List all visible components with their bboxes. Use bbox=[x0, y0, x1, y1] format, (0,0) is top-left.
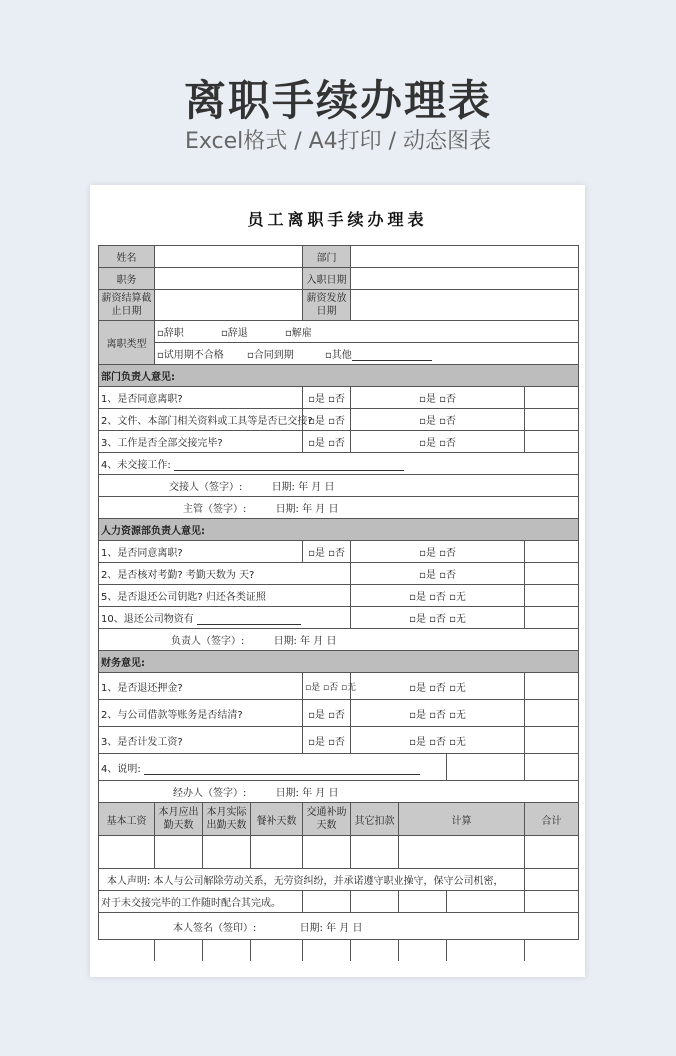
declaration-extra-1 bbox=[525, 869, 579, 891]
row-salary-dates bbox=[99, 290, 579, 321]
field-salary-pay-date[interactable] bbox=[351, 290, 579, 321]
row-hr-header bbox=[99, 519, 579, 541]
fin-q1: 1、是否退还押金? bbox=[99, 673, 303, 700]
row-fin-header bbox=[99, 651, 579, 673]
row-trailing-empty bbox=[99, 940, 579, 962]
salary-header-meal-days: 餐补天数 bbox=[251, 803, 303, 836]
dept-section-header: 部门负责人意见: bbox=[99, 365, 579, 387]
hr-sign-date: 日期: 年 月 日 bbox=[273, 636, 337, 647]
dept-q2: 2、文件、本部门相关资料或工具等是否已交接? bbox=[99, 409, 303, 431]
declaration-line2: 对于未交接完毕的工作随时配合其完成。 bbox=[99, 891, 303, 913]
dept-q1-extra bbox=[525, 387, 579, 409]
hr-q1-extra bbox=[525, 541, 579, 563]
fin-q4-extra-a bbox=[447, 754, 525, 781]
fin-q3-opts-b[interactable]: ▫是 ▫否 ▫无 bbox=[351, 727, 525, 754]
salary-cell-meal-days[interactable] bbox=[251, 836, 303, 869]
hr-section-header: 人力资源部负责人意见: bbox=[99, 519, 579, 541]
dept-q1: 1、是否同意离职? bbox=[99, 387, 303, 409]
dept-sign1-label: 交接人（签字）: bbox=[169, 482, 243, 493]
salary-header-total: 合计 bbox=[525, 803, 579, 836]
hr-q10-label: 10、退还公司物资有 bbox=[101, 614, 194, 625]
dept-sign1-date: 日期: 年 月 日 bbox=[271, 482, 335, 493]
row-position bbox=[99, 268, 579, 290]
hr-q1-opts-a[interactable]: ▫是 ▫否 bbox=[303, 541, 351, 563]
field-dept[interactable] bbox=[351, 246, 579, 268]
fin-q3-opts-a[interactable]: ▫是 ▫否 bbox=[303, 727, 351, 754]
row-fin-q4 bbox=[99, 754, 579, 781]
hr-q5: 5、是否退还公司钥匙? 归还各类证照 bbox=[99, 585, 351, 607]
salary-header-transport-days: 交通补助天数 bbox=[303, 803, 351, 836]
row-hr-q5 bbox=[99, 585, 579, 607]
dept-q2-opts-a[interactable]: ▫是 ▫否 bbox=[303, 409, 351, 431]
dept-q4-label: 4、未交接工作: bbox=[101, 460, 171, 471]
row-dept-sign1 bbox=[99, 475, 579, 497]
hr-q2-extra bbox=[525, 563, 579, 585]
label-entry-date: 入职日期 bbox=[303, 268, 351, 290]
salary-cell-deductions[interactable] bbox=[351, 836, 399, 869]
hr-q5-extra bbox=[525, 585, 579, 607]
label-position: 职务 bbox=[99, 268, 155, 290]
declaration-cell-c bbox=[399, 891, 447, 913]
fin-q1-opts-b[interactable]: ▫是 ▫否 ▫无 bbox=[351, 673, 525, 700]
label-salary-cutoff: 薪资结算截止日期 bbox=[99, 290, 155, 321]
salary-cell-transport-days[interactable] bbox=[303, 836, 351, 869]
dept-q2-opts-b[interactable]: ▫是 ▫否 bbox=[351, 409, 525, 431]
dept-sign1 bbox=[99, 475, 579, 497]
row-declaration-2 bbox=[99, 891, 579, 913]
dept-sign2 bbox=[99, 497, 579, 519]
declaration-line1: 本人声明: 本人与公司解除劳动关系，无劳资纠纷，并承诺遵守职业操守，保守公司机密， bbox=[99, 869, 525, 891]
declaration-sign-label: 本人签名（签印）: bbox=[173, 922, 257, 934]
dept-q4-line[interactable] bbox=[174, 460, 404, 471]
row-hr-q1 bbox=[99, 541, 579, 563]
option-dismiss[interactable]: ▫辞退 bbox=[220, 328, 248, 339]
fin-q4-label: 4、说明: bbox=[101, 763, 141, 775]
dept-q3-extra bbox=[525, 431, 579, 453]
salary-header-actual-days: 本月实际出勤天数 bbox=[203, 803, 251, 836]
hr-q2-opts[interactable]: ▫是 ▫否 bbox=[351, 563, 525, 585]
declaration-cell-e bbox=[525, 891, 579, 913]
fin-q4 bbox=[99, 754, 447, 781]
form-title: 员工离职手续办理表 bbox=[247, 210, 428, 229]
salary-header-due-days: 本月应出勤天数 bbox=[155, 803, 203, 836]
dept-q4 bbox=[99, 453, 579, 475]
fin-q2-extra bbox=[525, 700, 579, 727]
row-dept-header bbox=[99, 365, 579, 387]
dept-q2-extra bbox=[525, 409, 579, 431]
declaration-cell-d bbox=[447, 891, 525, 913]
resignation-form-table bbox=[98, 245, 579, 961]
salary-cell-actual-days[interactable] bbox=[203, 836, 251, 869]
declaration-sign bbox=[99, 913, 579, 940]
label-leave-type: 离职类型 bbox=[99, 321, 155, 365]
fin-q3: 3、是否计发工资? bbox=[99, 727, 303, 754]
fin-q2: 2、与公司借款等账务是否结清? bbox=[99, 700, 303, 727]
declaration-cell-a bbox=[303, 891, 351, 913]
option-resign[interactable]: ▫辞职 bbox=[157, 328, 184, 339]
row-dept-q2 bbox=[99, 409, 579, 431]
row-fin-q3 bbox=[99, 727, 579, 754]
fin-q4-line[interactable] bbox=[144, 764, 420, 775]
field-position[interactable] bbox=[155, 268, 303, 290]
row-fin-q2 bbox=[99, 700, 579, 727]
hr-q10-opts[interactable]: ▫是 ▫否 ▫无 bbox=[351, 607, 525, 629]
fin-q3-extra bbox=[525, 727, 579, 754]
option-probation[interactable]: ▫试用期不合格 bbox=[157, 350, 224, 361]
row-hr-q10 bbox=[99, 607, 579, 629]
declaration-cell-b bbox=[351, 891, 399, 913]
declaration-sign-date: 日期: 年 月 日 bbox=[299, 922, 363, 934]
field-salary-cutoff[interactable] bbox=[155, 290, 303, 321]
dept-sign2-label: 主管（签字）: bbox=[183, 504, 247, 515]
row-hr-sign bbox=[99, 629, 579, 651]
row-salary-values bbox=[99, 836, 579, 869]
fin-sign bbox=[99, 781, 579, 803]
hr-q5-opts[interactable]: ▫是 ▫否 ▫无 bbox=[351, 585, 525, 607]
dept-sign2-date: 日期: 年 月 日 bbox=[275, 504, 339, 515]
fin-q2-opts-b[interactable]: ▫是 ▫否 ▫无 bbox=[351, 700, 525, 727]
row-dept-q1 bbox=[99, 387, 579, 409]
row-fin-sign bbox=[99, 781, 579, 803]
fin-q4-extra-b bbox=[525, 754, 579, 781]
row-name bbox=[99, 246, 579, 268]
label-dept: 部门 bbox=[303, 246, 351, 268]
dept-q1-opts-b[interactable]: ▫是 ▫否 bbox=[351, 387, 525, 409]
label-salary-pay-date: 薪资发放日期 bbox=[303, 290, 351, 321]
fin-q1-opts-a[interactable]: ▫是 ▫否 ▫无 bbox=[303, 673, 351, 700]
option-fire[interactable]: ▫解雇 bbox=[284, 328, 312, 339]
hr-q10-line[interactable] bbox=[197, 614, 301, 625]
salary-cell-due-days[interactable] bbox=[155, 836, 203, 869]
hero-title: 离职手续办理表 bbox=[183, 76, 492, 125]
option-other[interactable]: ▫其他 bbox=[324, 350, 352, 361]
hr-q10 bbox=[99, 607, 351, 629]
hr-q1: 1、是否同意离职? bbox=[99, 541, 303, 563]
row-hr-q2 bbox=[99, 563, 579, 585]
hero-subtitle: Excel格式 / A4打印 / 动态图表 bbox=[184, 129, 492, 154]
salary-cell-total[interactable] bbox=[525, 836, 579, 869]
row-declaration-1 bbox=[99, 869, 579, 891]
salary-header-deductions: 其它扣款 bbox=[351, 803, 399, 836]
fin-q1-extra bbox=[525, 673, 579, 700]
dept-q3-opts-a[interactable]: ▫是 ▫否 bbox=[303, 431, 351, 453]
salary-cell-basic[interactable] bbox=[99, 836, 155, 869]
salary-header-calc: 计算 bbox=[399, 803, 525, 836]
fin-sign-label: 经办人（签字）: bbox=[173, 788, 247, 799]
row-declaration-sign bbox=[99, 913, 579, 940]
hr-sign bbox=[99, 629, 579, 651]
dept-q3-opts-b[interactable]: ▫是 ▫否 bbox=[351, 431, 525, 453]
hr-q2: 2、是否核对考勤? 考勤天数为 天? bbox=[99, 563, 351, 585]
row-dept-q3 bbox=[99, 431, 579, 453]
row-dept-sign2 bbox=[99, 497, 579, 519]
row-fin-q1 bbox=[99, 673, 579, 700]
field-name[interactable] bbox=[155, 246, 303, 268]
option-contract[interactable]: ▫合同到期 bbox=[246, 350, 294, 361]
hr-sign-label: 负责人（签字）: bbox=[171, 636, 245, 647]
fin-sign-date: 日期: 年 月 日 bbox=[275, 788, 339, 799]
salary-cell-calc[interactable] bbox=[399, 836, 525, 869]
salary-header-basic: 基本工资 bbox=[99, 803, 155, 836]
hr-q10-extra bbox=[525, 607, 579, 629]
fin-q2-opts-a[interactable]: ▫是 ▫否 bbox=[303, 700, 351, 727]
row-dept-q4 bbox=[99, 453, 579, 475]
leave-type-options-2 bbox=[155, 343, 579, 365]
field-entry-date[interactable] bbox=[351, 268, 579, 290]
form-sheet bbox=[90, 185, 585, 977]
hr-q1-opts-b[interactable]: ▫是 ▫否 bbox=[351, 541, 525, 563]
row-leave-type-2 bbox=[99, 343, 579, 365]
dept-q1-opts-a[interactable]: ▫是 ▫否 bbox=[303, 387, 351, 409]
row-salary-headers bbox=[99, 803, 579, 836]
fin-section-header: 财务意见: bbox=[99, 651, 579, 673]
row-leave-type-1 bbox=[99, 321, 579, 343]
leave-type-options-1 bbox=[155, 321, 579, 343]
dept-q3: 3、工作是否全部交接完毕? bbox=[99, 431, 303, 453]
label-name: 姓名 bbox=[99, 246, 155, 268]
